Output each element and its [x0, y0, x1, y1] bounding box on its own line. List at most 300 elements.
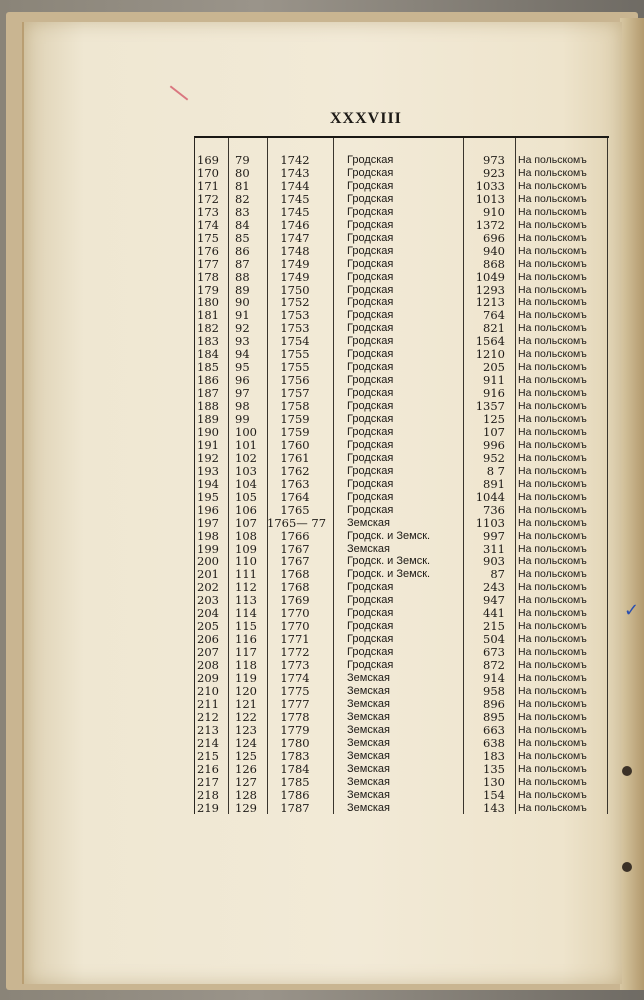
- court-type-cell: Гродская: [347, 477, 394, 490]
- year-cell: 1763: [280, 476, 310, 491]
- court-type-cell: Земская: [347, 542, 390, 555]
- language-cell: На польскомъ: [518, 749, 587, 762]
- page-count-cell: 958: [483, 683, 505, 698]
- entry-number-cell: 189: [197, 412, 219, 426]
- court-type-cell: Гродская: [347, 438, 394, 451]
- entry-number-cell: 187: [197, 386, 219, 401]
- page-count-cell: 504: [483, 632, 505, 647]
- year-cell: 1770: [280, 619, 310, 634]
- year-cell: 1754: [280, 334, 310, 349]
- court-type-cell: Гродская: [347, 218, 394, 231]
- language-cell: На польскомъ: [518, 309, 587, 322]
- volume-number-cell: 85: [235, 230, 250, 245]
- year-cell: 1775: [280, 683, 310, 698]
- volume-number-cell: 80: [235, 165, 250, 180]
- volume-number-cell: 81: [235, 178, 250, 193]
- page-count-cell: 914: [483, 671, 505, 685]
- page-count-cell: 923: [483, 165, 505, 180]
- page-count-cell: 215: [483, 619, 505, 634]
- year-cell: 1743: [280, 165, 310, 180]
- page-count-cell: 154: [483, 787, 505, 802]
- language-cell: На польскомъ: [518, 568, 587, 581]
- volume-number-cell: 125: [235, 748, 257, 763]
- language-cell: На польскомъ: [518, 516, 587, 529]
- page-count-cell: 910: [483, 204, 505, 219]
- table-row: [195, 245, 609, 258]
- court-type-cell: Гродская: [347, 633, 394, 646]
- table-row: [195, 387, 609, 400]
- court-type-cell: Гродская: [347, 296, 394, 309]
- language-cell: На польскомъ: [518, 555, 587, 568]
- language-cell: На польскомъ: [518, 179, 587, 192]
- language-cell: На польскомъ: [518, 270, 587, 283]
- court-type-cell: Земская: [347, 710, 390, 723]
- volume-number-cell: 121: [235, 696, 257, 711]
- court-type-cell: Земская: [347, 684, 390, 697]
- language-cell: На польскомъ: [518, 425, 587, 438]
- language-cell: На польскомъ: [518, 322, 587, 335]
- page-count-cell: 1372: [475, 217, 505, 232]
- language-cell: На польскомъ: [518, 490, 587, 503]
- page-count-cell: 952: [483, 450, 505, 465]
- year-cell: 1784: [280, 761, 310, 776]
- volume-number-cell: 86: [235, 243, 250, 258]
- page-count-cell: 821: [483, 321, 505, 336]
- language-cell: На польскомъ: [518, 659, 587, 672]
- volume-number-cell: 95: [235, 360, 250, 375]
- table-row: [195, 620, 609, 633]
- entry-number-cell: 209: [197, 671, 219, 685]
- year-cell: 1764: [280, 489, 310, 504]
- volume-number-cell: 122: [235, 709, 257, 724]
- entry-number-cell: 217: [197, 774, 219, 789]
- page-count-cell: 125: [483, 412, 505, 426]
- volume-number-cell: 101: [235, 437, 257, 452]
- page-count-cell: 868: [483, 256, 505, 271]
- language-cell: На польскомъ: [518, 646, 587, 659]
- year-cell: 1787: [280, 800, 310, 815]
- page-count-cell: 696: [483, 230, 505, 245]
- year-cell: 1746: [280, 217, 310, 232]
- volume-number-cell: 96: [235, 373, 250, 388]
- table-row: [195, 284, 609, 297]
- page-count-cell: 1293: [475, 282, 505, 297]
- entry-number-cell: 172: [197, 191, 219, 206]
- page-count-cell: 973: [483, 153, 505, 167]
- entry-number-cell: 170: [197, 165, 219, 180]
- entry-number-cell: 196: [197, 502, 219, 517]
- language-cell: На польскомъ: [518, 762, 587, 775]
- page-count-cell: 891: [483, 476, 505, 491]
- table-row: [195, 348, 609, 361]
- table-row: [195, 685, 609, 698]
- court-type-cell: Гродская: [347, 361, 394, 374]
- entry-number-cell: 181: [197, 308, 219, 323]
- volume-number-cell: 100: [235, 424, 257, 439]
- entry-number-cell: 215: [197, 748, 219, 763]
- table-row: [195, 193, 609, 206]
- court-type-cell: Гродск. и Земск.: [347, 568, 431, 581]
- language-cell: На польскомъ: [518, 633, 587, 646]
- court-type-cell: Земская: [347, 788, 390, 801]
- page-count-cell: 896: [483, 696, 505, 711]
- language-cell: На польскомъ: [518, 801, 587, 814]
- language-cell: На польскомъ: [518, 464, 587, 477]
- language-cell: На польскомъ: [518, 374, 587, 387]
- volume-number-cell: 105: [235, 489, 257, 504]
- entry-number-cell: 186: [197, 373, 219, 388]
- volume-number-cell: 113: [235, 593, 257, 608]
- volume-number-cell: 108: [235, 528, 257, 543]
- court-type-cell: Гродская: [347, 503, 394, 516]
- volume-number-cell: 111: [235, 567, 257, 582]
- volume-number-cell: 97: [235, 386, 250, 401]
- year-cell: 1778: [280, 709, 310, 724]
- page-count-cell: 911: [483, 373, 505, 388]
- language-cell: На польскомъ: [518, 166, 587, 179]
- year-cell: 1759: [280, 424, 310, 439]
- year-cell: 1766: [280, 528, 310, 543]
- entry-number-cell: 194: [197, 476, 219, 491]
- table-row: [195, 232, 609, 245]
- entry-number-cell: 199: [197, 541, 219, 556]
- year-cell: 1757: [280, 386, 310, 401]
- language-cell: На польскомъ: [518, 607, 587, 620]
- register-table: [194, 136, 609, 814]
- court-type-cell: Гродская: [347, 257, 394, 270]
- volume-number-cell: 110: [235, 554, 257, 569]
- entry-number-cell: 214: [197, 735, 219, 750]
- table-row: [195, 374, 609, 387]
- court-type-cell: Гродск. и Земск.: [347, 529, 431, 542]
- court-type-cell: Гродская: [347, 581, 394, 594]
- entry-number-cell: 178: [197, 269, 219, 284]
- year-cell: 1779: [280, 722, 310, 737]
- language-cell: На польскомъ: [518, 542, 587, 555]
- year-cell: 1785: [280, 774, 310, 789]
- table-row: [195, 452, 609, 465]
- court-type-cell: Земская: [347, 801, 390, 814]
- language-cell: На польскомъ: [518, 192, 587, 205]
- volume-number-cell: 103: [235, 463, 257, 478]
- page-count-cell: 997: [483, 528, 505, 543]
- table-row: [195, 426, 609, 439]
- year-cell: 1744: [280, 178, 310, 193]
- court-type-cell: Гродская: [347, 348, 394, 361]
- court-type-cell: Земская: [347, 736, 390, 749]
- binding-hole-icon: [622, 862, 632, 872]
- table-row: [195, 672, 609, 685]
- year-cell: 1774: [280, 671, 310, 685]
- entry-number-cell: 204: [197, 606, 219, 621]
- table-row: [195, 154, 609, 167]
- volume-number-cell: 98: [235, 399, 250, 414]
- table-row: [195, 465, 609, 478]
- language-cell: На польскомъ: [518, 296, 587, 309]
- language-cell: На польскомъ: [518, 684, 587, 697]
- language-cell: На польскомъ: [518, 244, 587, 257]
- court-type-cell: Земская: [347, 697, 390, 710]
- entry-number-cell: 191: [197, 437, 219, 452]
- year-cell: 1759: [280, 412, 310, 426]
- page-count-cell: 872: [483, 658, 505, 673]
- table-row: [195, 167, 609, 180]
- court-type-cell: Гродская: [347, 270, 394, 283]
- table-row: [195, 737, 609, 750]
- year-cell: 1748: [280, 243, 310, 258]
- page-count-cell: 130: [483, 774, 505, 789]
- blue-ink-mark: ✓: [624, 600, 640, 621]
- year-cell: 1755: [280, 360, 310, 375]
- volume-number-cell: 79: [235, 153, 250, 167]
- entry-number-cell: 211: [197, 696, 219, 711]
- entry-number-cell: 216: [197, 761, 219, 776]
- entry-number-cell: 205: [197, 619, 219, 634]
- volume-number-cell: 124: [235, 735, 257, 750]
- language-cell: На польскомъ: [518, 672, 587, 684]
- court-type-cell: Гродская: [347, 283, 394, 296]
- language-cell: На польскомъ: [518, 257, 587, 270]
- entry-number-cell: 218: [197, 787, 219, 802]
- language-cell: На польскомъ: [518, 723, 587, 736]
- court-type-cell: Земская: [347, 672, 390, 684]
- page-count-cell: 1049: [475, 269, 505, 284]
- table-row: [195, 581, 609, 594]
- court-type-cell: Гродская: [347, 166, 394, 179]
- year-cell: 1756: [280, 373, 310, 388]
- year-cell: 1758: [280, 399, 310, 414]
- year-cell: 1772: [280, 645, 310, 660]
- entry-number-cell: 201: [197, 567, 219, 582]
- court-type-cell: Земская: [347, 749, 390, 762]
- table-row: [195, 504, 609, 517]
- court-type-cell: Гродская: [347, 607, 394, 620]
- volume-number-cell: 90: [235, 295, 250, 310]
- entry-number-cell: 169: [197, 153, 219, 167]
- volume-number-cell: 83: [235, 204, 250, 219]
- year-cell: 1747: [280, 230, 310, 245]
- volume-number-cell: 107: [235, 515, 257, 530]
- entry-number-cell: 206: [197, 632, 219, 647]
- volume-number-cell: 129: [235, 800, 257, 815]
- year-cell: 1752: [280, 295, 310, 310]
- year-cell: 1760: [280, 437, 310, 452]
- page-count-cell: 916: [483, 386, 505, 401]
- language-cell: На польскомъ: [518, 387, 587, 400]
- table-row: [195, 659, 609, 672]
- page-count-cell: 1103: [475, 515, 505, 530]
- page-count-cell: 1564: [475, 334, 505, 349]
- language-cell: На польскомъ: [518, 594, 587, 607]
- court-type-cell: Гродская: [347, 594, 394, 607]
- court-type-cell: Гродская: [347, 425, 394, 438]
- entry-number-cell: 182: [197, 321, 219, 336]
- year-cell: 1767: [280, 554, 310, 569]
- table-row: [195, 413, 609, 426]
- entry-number-cell: 195: [197, 489, 219, 504]
- page-count-cell: 947: [483, 593, 505, 608]
- volume-number-cell: 99: [235, 412, 250, 426]
- year-cell: 1767: [280, 541, 310, 556]
- table-row: [195, 491, 609, 504]
- entry-number-cell: 171: [197, 178, 219, 193]
- volume-number-cell: 117: [235, 645, 257, 660]
- table-row: [195, 530, 609, 543]
- court-type-cell: Гродская: [347, 620, 394, 633]
- volume-number-cell: 93: [235, 334, 250, 349]
- court-type-cell: Земская: [347, 723, 390, 736]
- year-cell: 1753: [280, 308, 310, 323]
- language-cell: На польскомъ: [518, 736, 587, 749]
- volume-number-cell: 104: [235, 476, 257, 491]
- table-row: [195, 776, 609, 789]
- page-count-cell: 87: [490, 567, 505, 582]
- year-cell: 1770: [280, 606, 310, 621]
- table-row: [195, 478, 609, 491]
- table-row: [195, 750, 609, 763]
- volume-number-cell: 126: [235, 761, 257, 776]
- language-cell: На польскомъ: [518, 620, 587, 633]
- court-type-cell: Гродская: [347, 374, 394, 387]
- table-row: [195, 258, 609, 271]
- language-cell: На польскомъ: [518, 348, 587, 361]
- language-cell: На польскомъ: [518, 231, 587, 244]
- entry-number-cell: 190: [197, 424, 219, 439]
- court-type-cell: Гродская: [347, 335, 394, 348]
- page-count-cell: 1213: [475, 295, 505, 310]
- court-type-cell: Гродская: [347, 309, 394, 322]
- language-cell: На польскомъ: [518, 154, 587, 166]
- language-cell: На польскомъ: [518, 438, 587, 451]
- year-cell: 1769: [280, 593, 310, 608]
- volume-number-cell: 114: [235, 606, 257, 621]
- page-count-cell: 143: [483, 800, 505, 815]
- adjacent-page-edge: [620, 18, 644, 990]
- language-cell: На польскомъ: [518, 283, 587, 296]
- year-cell: 1768: [280, 580, 310, 595]
- year-cell: 1771: [280, 632, 310, 647]
- court-type-cell: Гродская: [347, 490, 394, 503]
- entry-number-cell: 192: [197, 450, 219, 465]
- year-cell: 1745: [280, 204, 310, 219]
- entry-number-cell: 180: [197, 295, 219, 310]
- year-cell: 1750: [280, 282, 310, 297]
- court-type-cell: Гродская: [347, 387, 394, 400]
- year-cell: 1761: [280, 450, 310, 465]
- page-count-cell: 1033: [475, 178, 505, 193]
- page-count-cell: 663: [483, 722, 505, 737]
- entry-number-cell: 179: [197, 282, 219, 297]
- volume-number-cell: 94: [235, 347, 250, 362]
- page-count-cell: 1210: [475, 347, 505, 362]
- year-cell: 1749: [280, 269, 310, 284]
- entry-number-cell: 174: [197, 217, 219, 232]
- page-count-cell: 183: [483, 748, 505, 763]
- year-cell: 1762: [280, 463, 310, 478]
- page-count-cell: 243: [483, 580, 505, 595]
- table-row: [195, 698, 609, 711]
- table-row: [195, 543, 609, 556]
- year-cell: 1753: [280, 321, 310, 336]
- language-cell: На польскомъ: [518, 775, 587, 788]
- volume-number-cell: 82: [235, 191, 250, 206]
- page-header: XXXVIII: [330, 110, 402, 127]
- table-row: [195, 763, 609, 776]
- table-row: [195, 607, 609, 620]
- year-cell: 1768: [280, 567, 310, 582]
- entry-number-cell: 212: [197, 709, 219, 724]
- court-type-cell: Гродская: [347, 400, 394, 413]
- entry-number-cell: 208: [197, 658, 219, 673]
- volume-number-cell: 118: [235, 658, 257, 673]
- page-count-cell: 1044: [475, 489, 505, 504]
- entry-number-cell: 185: [197, 360, 219, 375]
- court-type-cell: Гродская: [347, 464, 394, 477]
- volume-number-cell: 109: [235, 541, 257, 556]
- table-row: [195, 361, 609, 374]
- entry-number-cell: 203: [197, 593, 219, 608]
- table-row: [195, 309, 609, 322]
- entry-number-cell: 207: [197, 645, 219, 660]
- page-count-cell: 107: [483, 424, 505, 439]
- court-type-cell: Земская: [347, 762, 390, 775]
- language-cell: На польскомъ: [518, 361, 587, 374]
- language-cell: На польскомъ: [518, 529, 587, 542]
- table-row: [195, 335, 609, 348]
- court-type-cell: Гродская: [347, 192, 394, 205]
- table-row: [195, 633, 609, 646]
- court-type-cell: Гродская: [347, 231, 394, 244]
- volume-number-cell: 92: [235, 321, 250, 336]
- entry-number-cell: 193: [197, 463, 219, 478]
- page-count-cell: 441: [483, 606, 505, 621]
- table-row: [195, 439, 609, 452]
- volume-number-cell: 112: [235, 580, 257, 595]
- court-type-cell: Гродская: [347, 322, 394, 335]
- year-cell: 1742: [280, 153, 310, 167]
- table-row: [195, 180, 609, 193]
- page-count-cell: 764: [483, 308, 505, 323]
- court-type-cell: Гродская: [347, 154, 394, 166]
- volume-number-cell: 88: [235, 269, 250, 284]
- language-cell: На польскомъ: [518, 451, 587, 464]
- court-type-cell: Гродск. и Земск.: [347, 555, 431, 568]
- language-cell: На польскомъ: [518, 335, 587, 348]
- year-cell: 1765— 77: [267, 515, 327, 530]
- entry-number-cell: 175: [197, 230, 219, 245]
- year-cell: 1749: [280, 256, 310, 271]
- year-cell: 1786: [280, 787, 310, 802]
- page-count-cell: 135: [483, 761, 505, 776]
- table-row: [195, 568, 609, 581]
- language-cell: На польскомъ: [518, 581, 587, 594]
- year-cell: 1765: [280, 502, 310, 517]
- language-cell: На польскомъ: [518, 400, 587, 413]
- page-count-cell: 205: [483, 360, 505, 375]
- table-row: [195, 802, 609, 815]
- page-count-cell: 903: [483, 554, 505, 569]
- page-count-cell: 638: [483, 735, 505, 750]
- page-count-cell: 311: [483, 541, 505, 556]
- volume-number-cell: 128: [235, 787, 257, 802]
- page-count-cell: 8 7: [486, 463, 505, 478]
- table-row: [195, 724, 609, 737]
- court-type-cell: Гродская: [347, 179, 394, 192]
- entry-number-cell: 177: [197, 256, 219, 271]
- volume-number-cell: 91: [235, 308, 250, 323]
- entry-number-cell: 184: [197, 347, 219, 362]
- year-cell: 1755: [280, 347, 310, 362]
